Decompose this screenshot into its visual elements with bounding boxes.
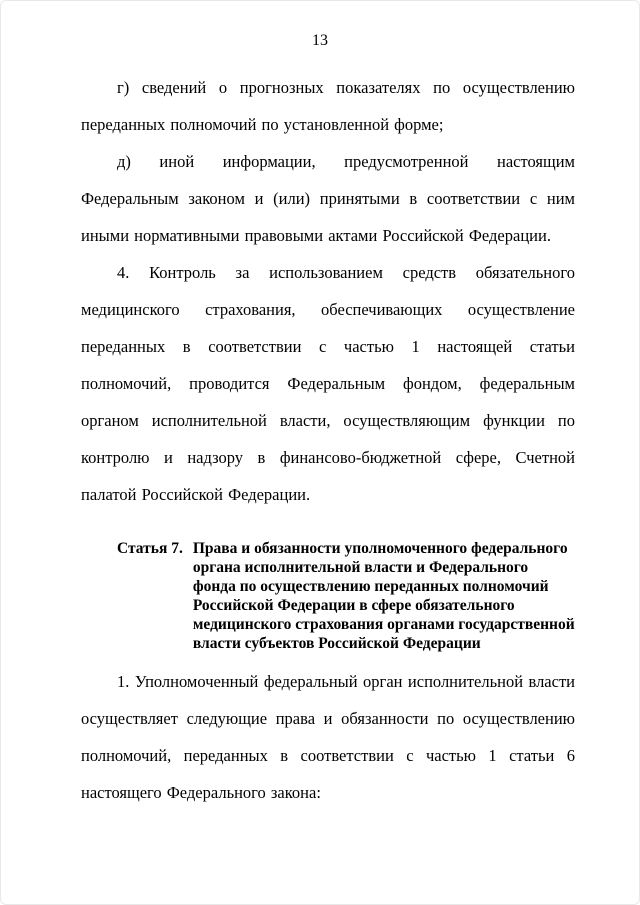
paragraph: г) сведений о прогнозных показателях по осуществлению переданных полномочий по установленной форме;	[81, 78, 575, 134]
page-content	[81, 69, 575, 811]
paragraph: 1. Уполномоченный федеральный орган исполнительной власти осуществляет следующие права и обязанности по осуществлению полномочий, переданных в соответствии с частью 1 статьи 6 настоящего Федерального закона:	[81, 672, 575, 802]
paragraph: 4. Контроль за использованием средств обязательного медицинского страхования, обеспечивающих осуществление переданных в соответствии с частью 1 настоящей статьи полномочий, проводится Федеральным фондом, федеральным органом исполнительной власти, осуществляющим функции по контролю и надзору в финансово-бюджетной сфере, Счетной палатой Российской Федерации.	[81, 263, 575, 504]
paragraph: д) иной информации, предусмотренной настоящим Федеральным законом и (или) принятыми в соответствии с ним иными нормативными правовыми актами Российской Федерации.	[81, 152, 575, 245]
article-title: Права и обязанности уполномоченного федерального органа исполнительной власти и Федерального фонда по осуществлению переданных полномочий Российской Федерации в сфере обязательного медицинского страхования органами государственной власти субъектов Российской Федерации	[192, 540, 575, 652]
article-heading	[117, 539, 575, 653]
article-label: Статья 7.	[117, 540, 183, 557]
page-number: 13	[312, 32, 328, 49]
